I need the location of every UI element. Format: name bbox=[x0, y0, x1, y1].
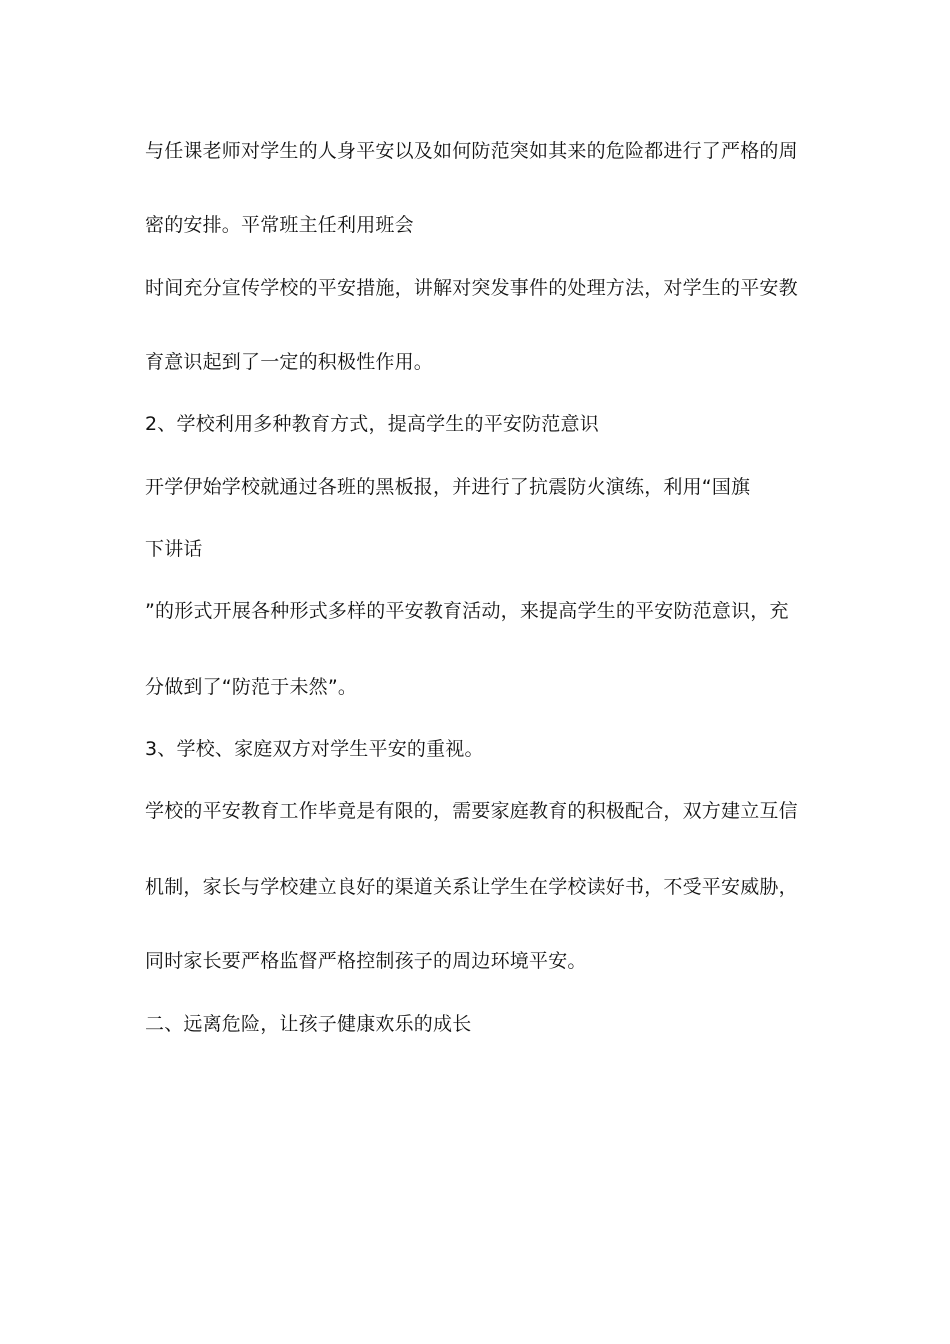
paragraph-line: 下讲话 bbox=[145, 538, 203, 560]
paragraph-line: 分做到了“防范于未然”。 bbox=[145, 676, 358, 698]
paragraph-line: 育意识起到了一定的积极性作用。 bbox=[145, 351, 434, 373]
paragraph-line: 密的安排。平常班主任利用班会 bbox=[145, 214, 414, 236]
section-heading: 2、学校利用多种教育方式，提高学生的平安防范意识 bbox=[145, 413, 599, 435]
section-heading: 二、远离危险，让孩子健康欢乐的成长 bbox=[145, 1013, 472, 1035]
paragraph-line: ”的形式开展各种形式多样的平安教育活动，来提高学生的平安防范意识，充 bbox=[145, 600, 789, 622]
paragraph-line: 机制，家长与学校建立良好的渠道关系让学生在学校读好书，不受平安威胁， bbox=[145, 876, 798, 898]
paragraph-line: 学校的平安教育工作毕竟是有限的，需要家庭教育的积极配合，双方建立互信 bbox=[145, 800, 798, 822]
paragraph-line: 与任课老师对学生的人身平安以及如何防范突如其来的危险都进行了严格的周 bbox=[145, 140, 798, 162]
paragraph-line: 开学伊始学校就通过各班的黑板报，并进行了抗震防火演练，利用“国旗 bbox=[145, 476, 751, 498]
section-heading: 3、学校、家庭双方对学生平安的重视。 bbox=[145, 738, 484, 760]
paragraph-line: 时间充分宣传学校的平安措施，讲解对突发事件的处理方法，对学生的平安教 bbox=[145, 277, 798, 299]
paragraph-line: 同时家长要严格监督严格控制孩子的周边环境平安。 bbox=[145, 950, 587, 972]
